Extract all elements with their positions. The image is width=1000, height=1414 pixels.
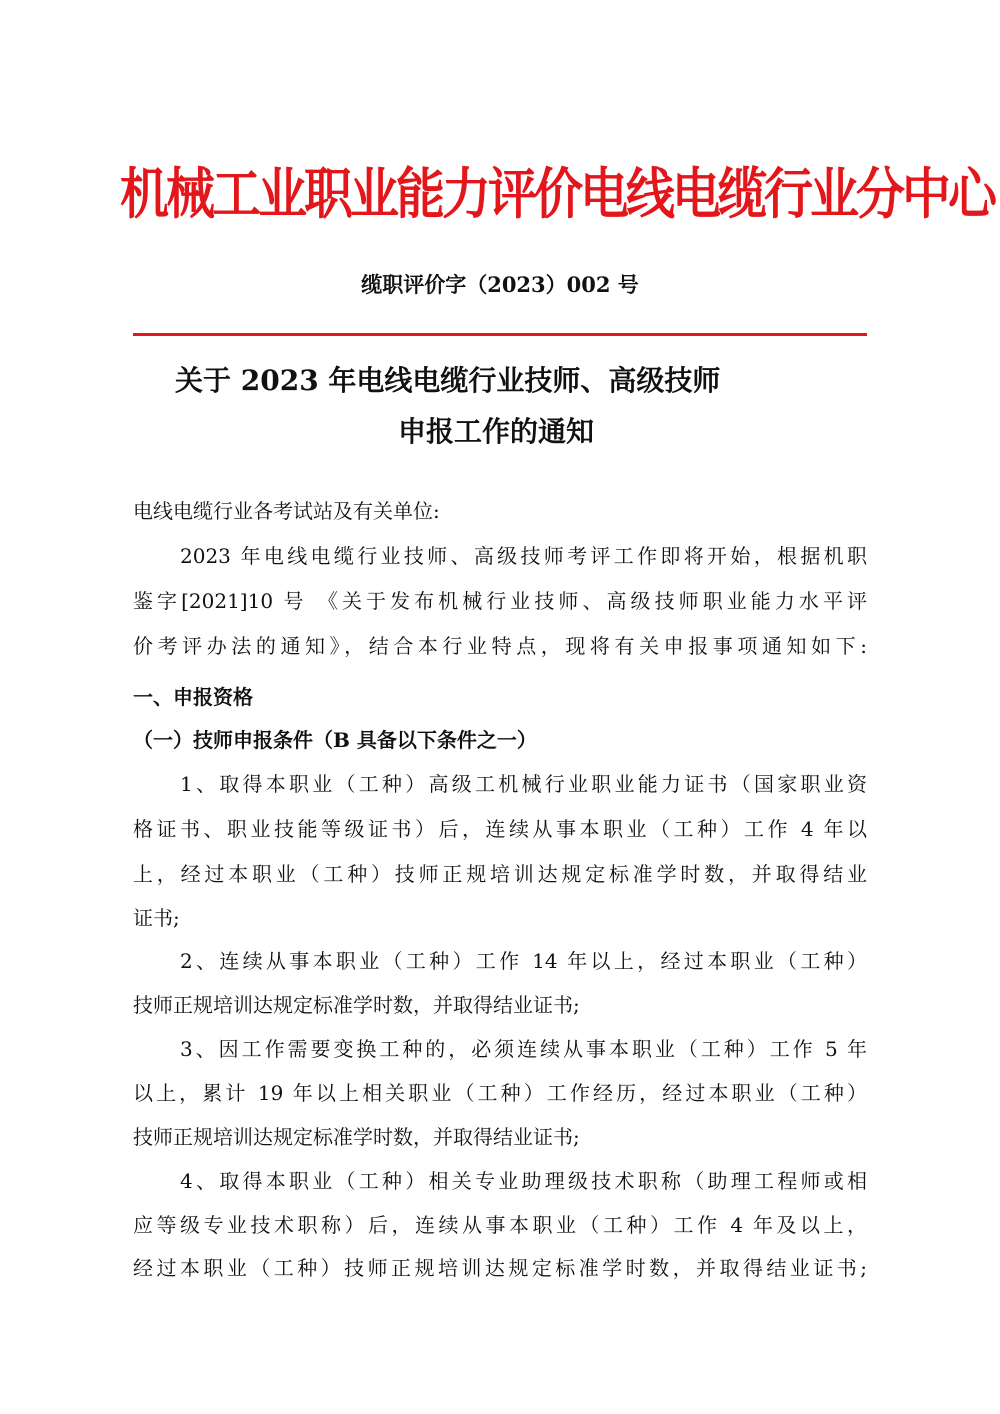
item-1-line: 证书;: [133, 906, 180, 930]
item-1-line: 格证书、职业技能等级证书）后，连续从事本职业（工种）工作 4 年以: [133, 817, 867, 841]
intro-line: 价考评办法的通知》，结合本行业特点，现将有关申报事项通知如下:: [133, 634, 867, 658]
intro-line: 鉴字[2021]10 号 《关于发布机械行业技师、高级技师职业能力水平评: [133, 589, 867, 613]
item-4-line: 经过本职业（工种）技师正规培训达规定标准学时数，并取得结业证书;: [133, 1256, 867, 1280]
subsection-heading: （一）技师申报条件（B 具备以下条件之一）: [133, 728, 537, 752]
item-4-line: 应等级专业技术职称）后，连续从事本职业（工种）工作 4 年及以上，: [133, 1213, 867, 1237]
item-3-line: 以上，累计 19 年以上相关职业（工种）工作经历，经过本职业（工种）: [133, 1081, 867, 1105]
red-divider-line: [133, 333, 867, 336]
section-heading: 一、申报资格: [133, 685, 253, 709]
item-2-line: 2、连续从事本职业（工种）工作 14 年以上，经过本职业（工种）: [180, 949, 867, 973]
notice-title-line-2: 申报工作的通知: [398, 415, 595, 448]
document-number: 缆职评价字（2023）002 号: [361, 272, 639, 297]
item-1-line: 上，经过本职业（工种）技师正规培训达规定标准学时数，并取得结业: [133, 862, 867, 886]
item-2-line: 技师正规培训达规定标准学时数，并取得结业证书;: [133, 993, 580, 1017]
item-1-line: 1、取得本职业（工种）高级工机械行业职业能力证书（国家职业资: [180, 772, 867, 796]
organization-header: 机械工业职业能力评价电线电缆行业分中心: [120, 162, 995, 227]
item-3-line: 技师正规培训达规定标准学时数，并取得结业证书;: [133, 1125, 580, 1149]
notice-title-line-1: 关于 2023 年电线电缆行业技师、高级技师: [175, 364, 721, 397]
item-3-line: 3、因工作需要变换工种的，必须连续从事本职业（工种）工作 5 年: [180, 1037, 867, 1061]
item-4-line: 4、取得本职业（工种）相关专业助理级技术职称（助理工程师或相: [180, 1169, 867, 1193]
salutation: 电线电缆行业各考试站及有关单位:: [133, 499, 440, 523]
intro-line: 2023 年电线电缆行业技师、高级技师考评工作即将开始，根据机职: [180, 544, 867, 568]
